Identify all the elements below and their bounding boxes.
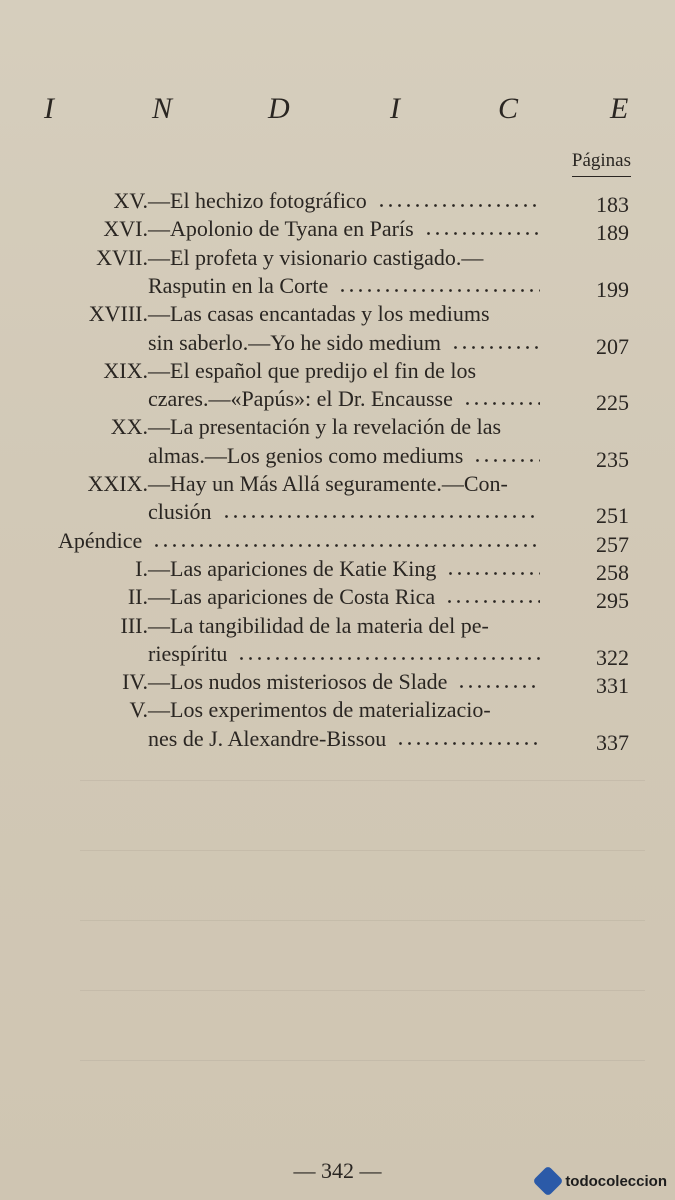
toc-entry-line <box>110 414 502 444</box>
entry-title: Rasputin en la Corte <box>148 272 329 298</box>
heading-letter: N <box>152 92 174 125</box>
page-reference: 337 <box>596 729 629 755</box>
chapter-numeral: XIX. <box>103 357 148 383</box>
toc-entry-line <box>103 357 477 388</box>
toc-entry-line <box>88 301 490 331</box>
toc-entry-line <box>148 641 227 671</box>
entry-title: —Los experimentos de materializacio- <box>148 697 491 723</box>
dot-leader <box>473 459 540 462</box>
entry-title: riespíritu <box>148 640 228 666</box>
dot-leader <box>396 742 540 745</box>
chapter-numeral: IV. <box>122 669 148 695</box>
toc-entry-line <box>96 244 484 275</box>
dot-leader <box>463 402 540 405</box>
page-reference: 251 <box>596 503 629 529</box>
dot-leader <box>222 515 540 518</box>
toc-entry-line <box>135 555 437 586</box>
page-reference: 199 <box>596 276 629 302</box>
chapter-numeral: V. <box>129 697 148 723</box>
dot-leader <box>152 544 540 547</box>
toc-entry-line <box>103 216 414 246</box>
entry-title: nes de J. Alexandre-Bissou <box>148 725 387 751</box>
dot-leader <box>377 204 540 207</box>
toc-entry-line <box>148 726 386 756</box>
entry-title: —El hechizo fotográfico <box>148 188 367 213</box>
toc-entry-line <box>129 697 491 727</box>
entry-title: —Las casas encantadas y los mediums <box>148 301 490 327</box>
entry-title: —Las apariciones de Costa Rica <box>148 584 436 610</box>
watermark-text: todocoleccion <box>565 1172 667 1190</box>
page-reference: 225 <box>596 390 629 416</box>
heading-letter: I <box>390 92 401 125</box>
index-heading <box>0 92 675 142</box>
entry-title: sin saberlo.—Yo he sido medium <box>148 329 441 355</box>
entry-title: —Hay un Más Allá seguramente.—Con- <box>148 471 508 496</box>
toc-entry-line <box>148 443 463 473</box>
toc-entry-line <box>58 528 142 558</box>
chapter-numeral: XVIII. <box>88 301 148 327</box>
page-reference: 235 <box>596 446 629 472</box>
page-reference: 257 <box>596 531 629 557</box>
bleed-through-line <box>80 850 645 851</box>
entry-title: Apéndice <box>58 527 143 553</box>
entry-title: —Los nudos misteriosos de Slade <box>148 669 448 695</box>
page-reference: 207 <box>596 333 629 359</box>
page-number-footer: — 342 — <box>293 1158 382 1183</box>
chapter-numeral: XV. <box>113 188 148 213</box>
chapter-numeral: II. <box>127 584 148 610</box>
heading-letter: E <box>610 92 630 125</box>
bleed-through-line <box>80 990 645 991</box>
dot-leader <box>424 232 540 235</box>
dot-leader <box>451 346 540 349</box>
entry-title: —El español que predijo el fin de los <box>148 357 477 383</box>
page-reference: 331 <box>596 673 629 699</box>
watermark-logo-icon <box>533 1165 564 1196</box>
bleed-through-line <box>80 1060 645 1061</box>
toc-entry-line <box>148 499 212 529</box>
toc-entry-line <box>148 273 328 303</box>
dot-leader <box>457 685 540 688</box>
entry-title: —El profeta y visionario castigado.— <box>148 244 484 270</box>
toc-entry-line <box>87 471 508 501</box>
chapter-numeral: XVI. <box>103 216 148 242</box>
dot-leader <box>446 572 540 575</box>
page-reference: 322 <box>596 644 629 670</box>
entry-title: —Las apariciones de Katie King <box>148 555 437 581</box>
page-reference: 183 <box>596 192 629 217</box>
chapter-numeral: III. <box>120 612 148 638</box>
toc-entry-line <box>148 330 441 360</box>
page-reference: 189 <box>596 220 629 246</box>
dot-leader <box>445 600 540 603</box>
chapter-numeral: XXIX. <box>87 471 148 496</box>
pages-column-label: Páginas <box>572 150 631 177</box>
entry-title: czares.—«Papús»: el Dr. Encausse <box>148 386 453 412</box>
heading-letter: D <box>268 92 291 125</box>
page-reference: 258 <box>596 559 629 585</box>
toc-entry-line <box>148 386 453 416</box>
page-reference: 295 <box>596 588 629 614</box>
dot-leader <box>338 289 540 292</box>
toc-entry-line <box>122 669 448 699</box>
toc-entry-line <box>113 188 367 218</box>
heading-letter: I <box>44 92 55 125</box>
chapter-numeral: XVII. <box>96 244 148 270</box>
toc-entry-line <box>120 612 489 643</box>
entry-title: clusión <box>148 499 212 525</box>
entry-title: —Apolonio de Tyana en París <box>148 216 414 242</box>
entry-title: —La presentación y la revelación de las <box>148 414 502 440</box>
bleed-through-line <box>80 780 645 781</box>
dot-leader <box>237 657 540 660</box>
chapter-numeral: I. <box>135 555 148 581</box>
entry-title: —La tangibilidad de la materia del pe- <box>148 612 489 638</box>
toc-entry-line <box>127 584 436 614</box>
watermark <box>537 1170 667 1192</box>
heading-letter: C <box>498 92 520 125</box>
chapter-numeral: XX. <box>110 414 148 440</box>
entry-title: almas.—Los genios como mediums <box>148 442 464 468</box>
bleed-through-line <box>80 920 645 921</box>
